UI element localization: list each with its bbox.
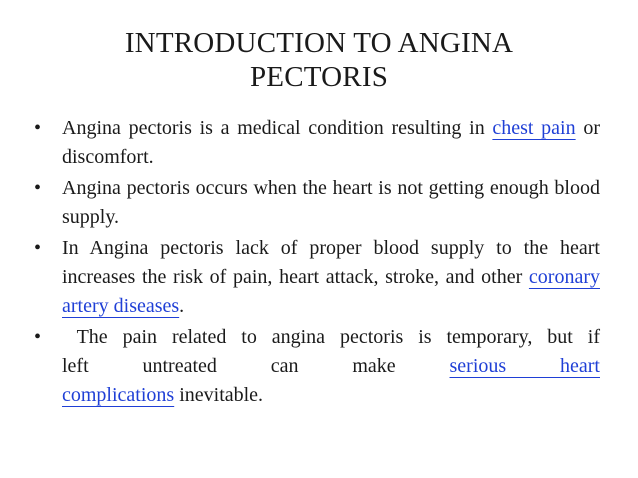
bullet-dot: • [34, 117, 42, 139]
bullet-list [34, 114, 600, 412]
bullet-text: or discomfort. [62, 117, 600, 168]
bullet-text: The pain related to angina pectoris is temporary, but if [62, 326, 600, 348]
bullet-item-3 [34, 234, 600, 321]
chest-pain-link[interactable]: chest pain [492, 117, 576, 139]
bullet-dot: • [34, 326, 42, 348]
bullet-text: Angina pectoris is a medical condition resulting in [62, 117, 493, 139]
serious-heart-complications-link-continued[interactable]: complications [62, 384, 175, 406]
bullet-item-4 [34, 323, 600, 410]
bullet-dot: • [34, 237, 42, 259]
slide-title: INTRODUCTION TO ANGINA PECTORIS [124, 27, 514, 93]
bullet-line [62, 352, 600, 381]
bullet-text: In Angina pectoris lack of proper blood supply to the heart increases the risk of pain, heart attack, stroke, and other [62, 237, 600, 288]
bullet-text: . [179, 295, 185, 317]
bullet-dot: • [34, 177, 42, 199]
bullet-text: Angina pectoris occurs when the heart is not getting enough blood supply. [62, 177, 600, 228]
bullet-item-2 [34, 174, 600, 232]
bullet-line [62, 323, 600, 352]
bullet-text: inevitable. [174, 384, 264, 406]
coronary-artery-diseases-link[interactable]: coronary artery diseases [62, 266, 600, 317]
bullet-line [62, 381, 600, 410]
bullet-item-1 [34, 114, 600, 172]
serious-heart-complications-link[interactable]: serious heart [449, 355, 600, 377]
bullet-text: left untreated can make [62, 355, 450, 377]
